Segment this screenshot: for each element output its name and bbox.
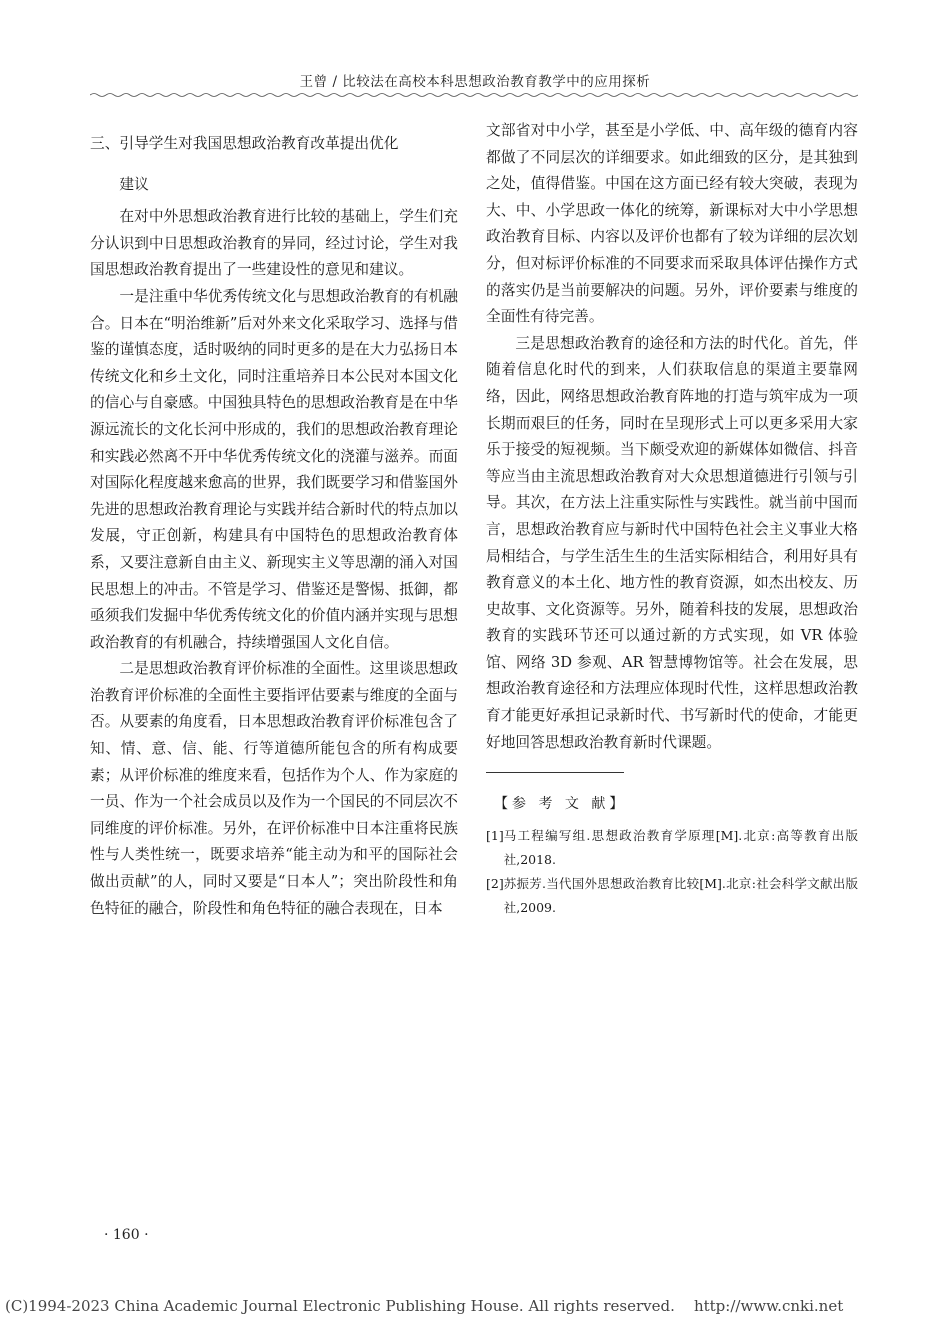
section-heading: 三、引导学生对我国思想政治教育改革提出优化 [90,135,399,152]
body-paragraph-intro: 在对中外思想政治教育进行比较的基础上，学生们充分认识到中日思想政治教育的异同，经过讨论，学生对我国思想政治教育提出了一些建设性的意见和建议。 [90,208,458,279]
left-column [90,131,458,922]
reference-number: [1] [486,827,504,843]
reference-item [486,824,858,872]
references-divider [486,772,624,773]
right-column [486,118,858,920]
reference-text: 马工程编写组.思想政治教育学原理[M].北京:高等教育出版社,2018. [503,827,858,867]
reference-text: 苏振芳.当代国外思想政治教育比较[M].北京:社会科学文献出版社,2009. [503,875,858,915]
reference-number: [2] [486,875,504,891]
references-title: 【参 考 文 献】 [494,796,628,813]
body-paragraph-point-two: 二是思想政治教育评价标准的全面性。这里谈思想政治教育评价标准的全面性主要指评估要素与维度的全面与否。从要素的角度看，日本思想政治教育评价标准包含了知、情、意、信、能、行等道德所能包含的所有构成要素；从评价标准的维度来看，包括作为个人、作为家庭的一员、作为一个社会成员以及作为一个国民的不同层次不同维度的评价标准。另外，在评价标准中日本注重将民族性与人类性统一，既要求培养“能主动为和平的国际社会做出贡献”的人，同时又要是“日本人”；突出阶段性和角色特征的融合，阶段性和角色特征的融合表现在，日本 [90,660,458,917]
section-heading-continuation: 建议 [119,175,149,193]
page-number: · 160 · [104,1227,149,1243]
header-wavy-rule [90,92,858,98]
body-paragraph-point-one: 一是注重中华优秀传统文化与思想政治教育的有机融合。日本在“明治维新”后对外来文化采取学习、选择与借鉴的谨慎态度，适时吸纳的同时更多的是在大力弘扬日本传统文化和乡土文化，同时注重培养日本公民对本国文化的信心与自豪感。中国独具特色的思想政治教育是在中华源远流长的文化长河中形成的，我们的思想政治教育理论和实践必然离不开中华优秀传统文化的浇灌与滋养。而面对国际化程度越来愈高的世界，我们既要学习和借鉴国外先进的思想政治教育理论与实践并结合新时代的特点加以发展，守正创新，构建具有中国特色的思想政治教育体系，又要注意新自由主义、新现实主义等思潮的涌入对国民思想上的冲击。不管是学习、借鉴还是警惕、抵御，都亟须我们发掘中华优秀传统文化的价值内涵并实现与思想政治教育的有机融合，持续增强国人文化自信。 [90,287,458,651]
body-paragraph-continuation: 文部省对中小学，甚至是小学低、中、高年级的德育内容都做了不同层次的详细要求。如此细致的区分，是其独到之处，值得借鉴。中国在这方面已经有较大突破，表现为大、中、小学思政一体化的统筹，新课标对大中小学思想政治教育目标、内容以及评价也都有了较为详细的层次划分，但对标评价标准的不同要求而采取具体评估操作方式的落实仍是当前要解决的问题。另外，评价要素与维度的全面性有待完善。 [486,122,858,326]
running-header-title: 王曾 / 比较法在高校本科思想政治教育教学中的应用探析 [299,74,651,90]
copyright-notice: (C)1994-2023 China Academic Journal Electronic Publishing House. All rights reserved. http://www.cnki.net [5,1297,844,1315]
reference-item [486,872,858,920]
body-paragraph-point-three: 三是思想政治教育的途径和方法的时代化。首先，伴随着信息化时代的到来，人们获取信息的渠道主要靠网络，因此，网络思想政治教育阵地的打造与筑牢成为一项长期而艰巨的任务，同时在呈现形式上可以更多采用大家乐于接受的短视频。当下颇受欢迎的新媒体如微信、抖音等应当由主流思想政治教育对大众思想道德进行引领与引导。其次，在方法上注重实际性与实践性。就当前中国而言，思想政治教育应与新时代中国特色社会主义事业大格局相结合，与学生活生生的生活实际相结合，利用好具有教育意义的本土化、地方性的教育资源，如杰出校友、历史故事、文化资源等。另外，随着科技的发展，思想政治教育的实践环节还可以通过新的方式实现，如 VR 体验馆、网络 3D 参观、AR 智慧博物馆等。社会在发展，思想政治教育途径和方法理应体现时代性，这样思想政治教育才能更好承担记录新时代、书写新时代的使命，才能更好地回答思想政治教育新时代课题。 [486,334,858,751]
